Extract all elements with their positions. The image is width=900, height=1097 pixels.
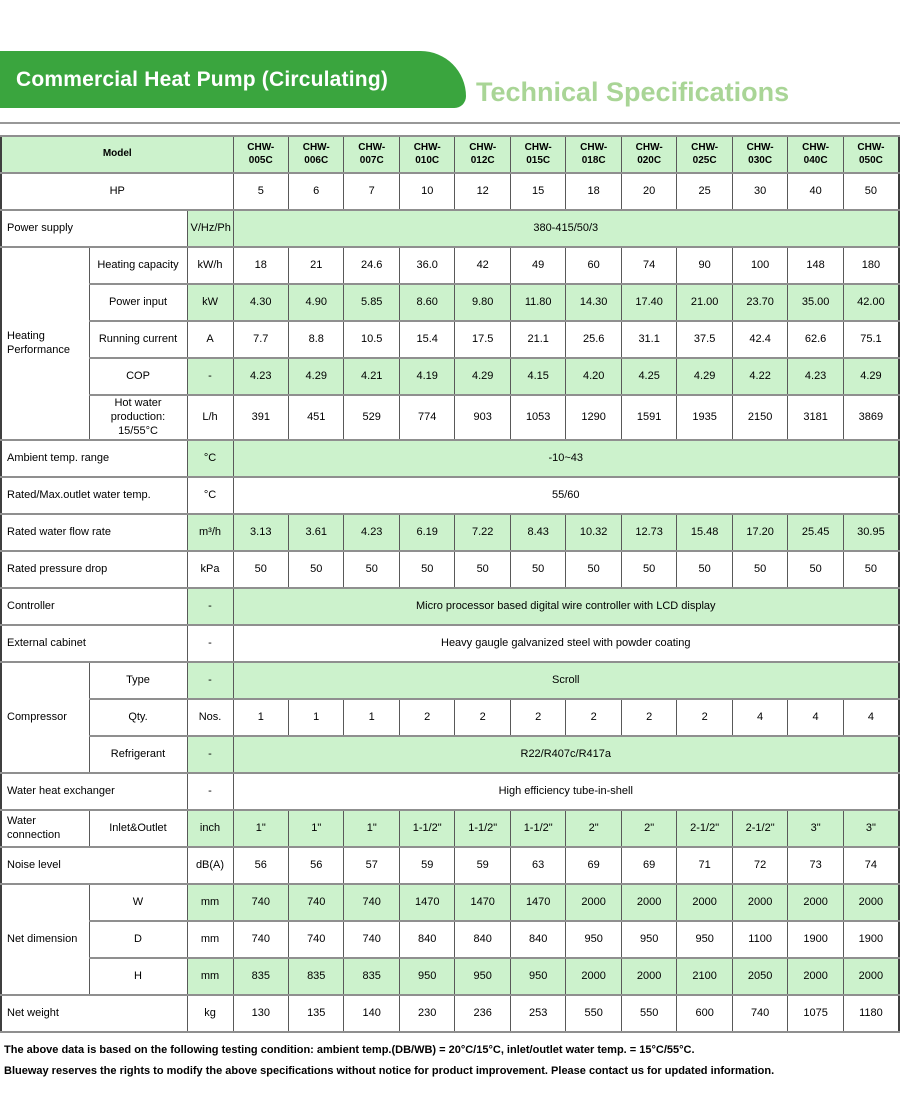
value-cell: 25 [677, 173, 732, 210]
row-label: Power supply [1, 210, 187, 247]
value-cell: 950 [566, 921, 621, 958]
value-cell: 1900 [843, 921, 899, 958]
value-cell: CHW-006C [289, 136, 344, 173]
value-cell: 69 [621, 847, 676, 884]
value-cell: 17.5 [455, 321, 510, 358]
value-cell: 4.22 [732, 358, 787, 395]
value-cell: 740 [344, 884, 399, 921]
value-cell: 50 [344, 551, 399, 588]
row-group-label: Water connection [1, 810, 89, 847]
row-label: Rated/Max.outlet water temp. [1, 477, 187, 514]
unit-cell: kW/h [187, 247, 233, 284]
value-cell: 3" [788, 810, 843, 847]
value-cell: 17.40 [621, 284, 676, 321]
row-label: Qty. [89, 699, 187, 736]
value-cell: 8.60 [399, 284, 454, 321]
table-row [1, 588, 899, 625]
value-cell: -10~43 [233, 440, 899, 477]
row-label: Hot water production: 15/55°C [89, 395, 187, 440]
table-row [1, 773, 899, 810]
unit-cell: mm [187, 884, 233, 921]
table-row [1, 884, 899, 921]
value-cell: 49 [510, 247, 565, 284]
unit-cell: °C [187, 477, 233, 514]
row-label: Net weight [1, 995, 187, 1032]
value-cell: 18 [233, 247, 288, 284]
unit-cell: mm [187, 958, 233, 995]
value-cell: 1 [233, 699, 288, 736]
row-group-label: Compressor [1, 662, 89, 773]
value-cell: 2 [399, 699, 454, 736]
value-cell: 1 [289, 699, 344, 736]
value-cell: 3181 [788, 395, 843, 440]
table-row [1, 847, 899, 884]
value-cell: 1" [289, 810, 344, 847]
value-cell: 50 [289, 551, 344, 588]
value-cell: 59 [399, 847, 454, 884]
row-label: Model [1, 136, 233, 173]
value-cell: 42.4 [732, 321, 787, 358]
row-label: Controller [1, 588, 187, 625]
value-cell: 4.25 [621, 358, 676, 395]
value-cell: 4.29 [843, 358, 899, 395]
value-cell: 15.4 [399, 321, 454, 358]
value-cell: 4.20 [566, 358, 621, 395]
value-cell: 180 [843, 247, 899, 284]
value-cell: 391 [233, 395, 288, 440]
value-cell: 4 [732, 699, 787, 736]
value-cell: 4.23 [344, 514, 399, 551]
row-group-label: Heating Performance [1, 247, 89, 440]
value-cell: 4.23 [788, 358, 843, 395]
value-cell: 17.20 [732, 514, 787, 551]
unit-cell: - [187, 736, 233, 773]
value-cell: 50 [732, 551, 787, 588]
value-cell: 71 [677, 847, 732, 884]
value-cell: 2-1/2" [732, 810, 787, 847]
value-cell: R22/R407c/R417a [233, 736, 899, 773]
value-cell: 1-1/2" [510, 810, 565, 847]
value-cell: 3.13 [233, 514, 288, 551]
row-label: Running current [89, 321, 187, 358]
value-cell: 4.23 [233, 358, 288, 395]
unit-cell: Nos. [187, 699, 233, 736]
table-row [1, 958, 899, 995]
value-cell: 950 [455, 958, 510, 995]
value-cell: 4.29 [677, 358, 732, 395]
value-cell: 774 [399, 395, 454, 440]
table-row [1, 625, 899, 662]
value-cell: 15 [510, 173, 565, 210]
value-cell: 1053 [510, 395, 565, 440]
value-cell: 740 [289, 884, 344, 921]
value-cell: 1-1/2" [399, 810, 454, 847]
value-cell: 2" [621, 810, 676, 847]
table-row [1, 662, 899, 699]
value-cell: 1935 [677, 395, 732, 440]
value-cell: 740 [344, 921, 399, 958]
value-cell: CHW-030C [732, 136, 787, 173]
value-cell: 950 [399, 958, 454, 995]
row-label: Ambient temp. range [1, 440, 187, 477]
value-cell: 840 [510, 921, 565, 958]
value-cell: CHW-015C [510, 136, 565, 173]
value-cell: 253 [510, 995, 565, 1032]
value-cell: 50 [843, 173, 899, 210]
value-cell: 740 [732, 995, 787, 1032]
value-cell: 1" [344, 810, 399, 847]
unit-cell: L/h [187, 395, 233, 440]
table-row [1, 810, 899, 847]
value-cell: 12 [455, 173, 510, 210]
value-cell: 2 [677, 699, 732, 736]
value-cell: CHW-007C [344, 136, 399, 173]
value-cell: 9.80 [455, 284, 510, 321]
value-cell: 2000 [677, 884, 732, 921]
value-cell: 2 [510, 699, 565, 736]
page-title: Technical Specifications [476, 77, 790, 107]
value-cell: 1100 [732, 921, 787, 958]
footer-note-disclaimer: Blueway reserves the rights to modify the above specifications without notice for product improvement. Please contact us for updated information. [4, 1064, 775, 1077]
value-cell: 50 [233, 551, 288, 588]
value-cell: 2050 [732, 958, 787, 995]
value-cell: 1180 [843, 995, 899, 1032]
table-row [1, 210, 899, 247]
value-cell: 2-1/2" [677, 810, 732, 847]
value-cell: 950 [677, 921, 732, 958]
value-cell: 14.30 [566, 284, 621, 321]
value-cell: 21.1 [510, 321, 565, 358]
value-cell: 56 [233, 847, 288, 884]
value-cell: 2150 [732, 395, 787, 440]
value-cell: 840 [455, 921, 510, 958]
value-cell: Micro processor based digital wire controller with LCD display [233, 588, 899, 625]
value-cell: 59 [455, 847, 510, 884]
unit-cell: - [187, 625, 233, 662]
page-header [0, 51, 900, 108]
table-row [1, 321, 899, 358]
spec-table [0, 135, 900, 1033]
value-cell: 57 [344, 847, 399, 884]
value-cell: 7.7 [233, 321, 288, 358]
value-cell: 130 [233, 995, 288, 1032]
table-row [1, 921, 899, 958]
value-cell: 24.6 [344, 247, 399, 284]
value-cell: 4 [788, 699, 843, 736]
unit-cell: kg [187, 995, 233, 1032]
value-cell: 380-415/50/3 [233, 210, 899, 247]
value-cell: 10 [399, 173, 454, 210]
row-label: Rated water flow rate [1, 514, 187, 551]
value-cell: 8.8 [289, 321, 344, 358]
value-cell: 20 [621, 173, 676, 210]
value-cell: 2000 [843, 958, 899, 995]
unit-cell: - [187, 588, 233, 625]
value-cell: 4.90 [289, 284, 344, 321]
table-row [1, 440, 899, 477]
value-cell: 835 [289, 958, 344, 995]
unit-cell: kW [187, 284, 233, 321]
value-cell: 62.6 [788, 321, 843, 358]
table-row [1, 736, 899, 773]
value-cell: 6.19 [399, 514, 454, 551]
value-cell: 1075 [788, 995, 843, 1032]
unit-cell: A [187, 321, 233, 358]
value-cell: 2000 [566, 884, 621, 921]
value-cell: 600 [677, 995, 732, 1032]
table-row [1, 514, 899, 551]
value-cell: CHW-050C [843, 136, 899, 173]
value-cell: 10.5 [344, 321, 399, 358]
value-cell: High efficiency tube-in-shell [233, 773, 899, 810]
row-label: External cabinet [1, 625, 187, 662]
value-cell: 21 [289, 247, 344, 284]
value-cell: 2000 [566, 958, 621, 995]
row-label: HP [1, 173, 233, 210]
value-cell: 42 [455, 247, 510, 284]
value-cell: 2 [621, 699, 676, 736]
unit-cell: °C [187, 440, 233, 477]
table-row [1, 995, 899, 1032]
footer-note-testing-condition: The above data is based on the following testing condition: ambient temp.(DB/WB) = 20°C/15°C, inlet/outlet water temp. = 15°C/55°C. [4, 1044, 695, 1057]
value-cell: CHW-012C [455, 136, 510, 173]
value-cell: 2000 [788, 958, 843, 995]
value-cell: 529 [344, 395, 399, 440]
banner-title: Commercial Heat Pump (Circulating) [16, 67, 389, 91]
row-label: H [89, 958, 187, 995]
value-cell: 50 [788, 551, 843, 588]
value-cell: 840 [399, 921, 454, 958]
value-cell: 100 [732, 247, 787, 284]
value-cell: 2000 [843, 884, 899, 921]
value-cell: 2100 [677, 958, 732, 995]
value-cell: 35.00 [788, 284, 843, 321]
row-label: Water heat exchanger [1, 773, 187, 810]
row-label: Refrigerant [89, 736, 187, 773]
value-cell: 2000 [732, 884, 787, 921]
value-cell: 50 [399, 551, 454, 588]
table-row [1, 699, 899, 736]
table-row [1, 173, 899, 210]
value-cell: 1470 [455, 884, 510, 921]
value-cell: 30 [732, 173, 787, 210]
unit-cell: - [187, 662, 233, 699]
row-label: D [89, 921, 187, 958]
table-row [1, 284, 899, 321]
value-cell: 550 [566, 995, 621, 1032]
value-cell: Scroll [233, 662, 899, 699]
value-cell: 2 [455, 699, 510, 736]
row-label: Rated pressure drop [1, 551, 187, 588]
value-cell: 21.00 [677, 284, 732, 321]
value-cell: 550 [621, 995, 676, 1032]
value-cell: 5 [233, 173, 288, 210]
value-cell: 8.43 [510, 514, 565, 551]
table-row [1, 395, 899, 440]
value-cell: 2000 [621, 884, 676, 921]
value-cell: 11.80 [510, 284, 565, 321]
unit-cell: - [187, 358, 233, 395]
value-cell: Heavy gaugle galvanized steel with powder coating [233, 625, 899, 662]
value-cell: 236 [455, 995, 510, 1032]
value-cell: 4.29 [289, 358, 344, 395]
value-cell: 835 [344, 958, 399, 995]
value-cell: CHW-025C [677, 136, 732, 173]
value-cell: 72 [732, 847, 787, 884]
value-cell: 73 [788, 847, 843, 884]
value-cell: 3" [843, 810, 899, 847]
value-cell: CHW-020C [621, 136, 676, 173]
value-cell: 18 [566, 173, 621, 210]
value-cell: 40 [788, 173, 843, 210]
value-cell: 1470 [399, 884, 454, 921]
value-cell: 15.48 [677, 514, 732, 551]
green-banner [0, 51, 466, 108]
value-cell: 2000 [621, 958, 676, 995]
value-cell: 950 [621, 921, 676, 958]
value-cell: 60 [566, 247, 621, 284]
value-cell: 740 [233, 921, 288, 958]
spec-table-body [1, 136, 899, 1032]
value-cell: 4.19 [399, 358, 454, 395]
value-cell: CHW-010C [399, 136, 454, 173]
value-cell: 50 [621, 551, 676, 588]
table-row [1, 136, 899, 173]
value-cell: 3.61 [289, 514, 344, 551]
row-label: Inlet&Outlet [89, 810, 187, 847]
value-cell: 1 [344, 699, 399, 736]
value-cell: 25.45 [788, 514, 843, 551]
value-cell: 4.29 [455, 358, 510, 395]
value-cell: 75.1 [843, 321, 899, 358]
value-cell: 31.1 [621, 321, 676, 358]
value-cell: 5.85 [344, 284, 399, 321]
table-row [1, 358, 899, 395]
unit-cell: - [187, 773, 233, 810]
value-cell: 42.00 [843, 284, 899, 321]
value-cell: 4.30 [233, 284, 288, 321]
value-cell: 148 [788, 247, 843, 284]
row-label: Noise level [1, 847, 187, 884]
value-cell: 90 [677, 247, 732, 284]
value-cell: 25.6 [566, 321, 621, 358]
value-cell: 55/60 [233, 477, 899, 514]
value-cell: 50 [677, 551, 732, 588]
value-cell: CHW-018C [566, 136, 621, 173]
value-cell: 1" [233, 810, 288, 847]
value-cell: 1591 [621, 395, 676, 440]
row-label: Power input [89, 284, 187, 321]
unit-cell: dB(A) [187, 847, 233, 884]
value-cell: 2" [566, 810, 621, 847]
value-cell: 140 [344, 995, 399, 1032]
value-cell: 23.70 [732, 284, 787, 321]
value-cell: 7 [344, 173, 399, 210]
table-row [1, 551, 899, 588]
unit-cell: kPa [187, 551, 233, 588]
value-cell: 74 [843, 847, 899, 884]
value-cell: 10.32 [566, 514, 621, 551]
value-cell: 740 [233, 884, 288, 921]
value-cell: 903 [455, 395, 510, 440]
value-cell: 50 [843, 551, 899, 588]
value-cell: 4 [843, 699, 899, 736]
unit-cell: m³/h [187, 514, 233, 551]
unit-cell: V/Hz/Ph [187, 210, 233, 247]
table-row [1, 477, 899, 514]
value-cell: 50 [566, 551, 621, 588]
value-cell: 740 [289, 921, 344, 958]
value-cell: 2000 [788, 884, 843, 921]
value-cell: 6 [289, 173, 344, 210]
divider-rule [0, 122, 900, 124]
footer-notes [0, 1040, 900, 1081]
value-cell: 835 [233, 958, 288, 995]
value-cell: 135 [289, 995, 344, 1032]
value-cell: 37.5 [677, 321, 732, 358]
value-cell: 1900 [788, 921, 843, 958]
value-cell: 451 [289, 395, 344, 440]
value-cell: 1-1/2" [455, 810, 510, 847]
value-cell: 50 [455, 551, 510, 588]
value-cell: 4.21 [344, 358, 399, 395]
unit-cell: inch [187, 810, 233, 847]
value-cell: 2 [566, 699, 621, 736]
value-cell: 3869 [843, 395, 899, 440]
value-cell: 1470 [510, 884, 565, 921]
value-cell: 63 [510, 847, 565, 884]
row-label: W [89, 884, 187, 921]
unit-cell: mm [187, 921, 233, 958]
value-cell: 74 [621, 247, 676, 284]
value-cell: 30.95 [843, 514, 899, 551]
table-row [1, 247, 899, 284]
value-cell: 1290 [566, 395, 621, 440]
row-label: COP [89, 358, 187, 395]
value-cell: 950 [510, 958, 565, 995]
value-cell: CHW-005C [233, 136, 288, 173]
value-cell: 12.73 [621, 514, 676, 551]
value-cell: 36.0 [399, 247, 454, 284]
value-cell: 50 [510, 551, 565, 588]
value-cell: 4.15 [510, 358, 565, 395]
row-label: Type [89, 662, 187, 699]
value-cell: CHW-040C [788, 136, 843, 173]
row-group-label: Net dimension [1, 884, 89, 995]
value-cell: 56 [289, 847, 344, 884]
row-label: Heating capacity [89, 247, 187, 284]
value-cell: 7.22 [455, 514, 510, 551]
value-cell: 69 [566, 847, 621, 884]
value-cell: 230 [399, 995, 454, 1032]
